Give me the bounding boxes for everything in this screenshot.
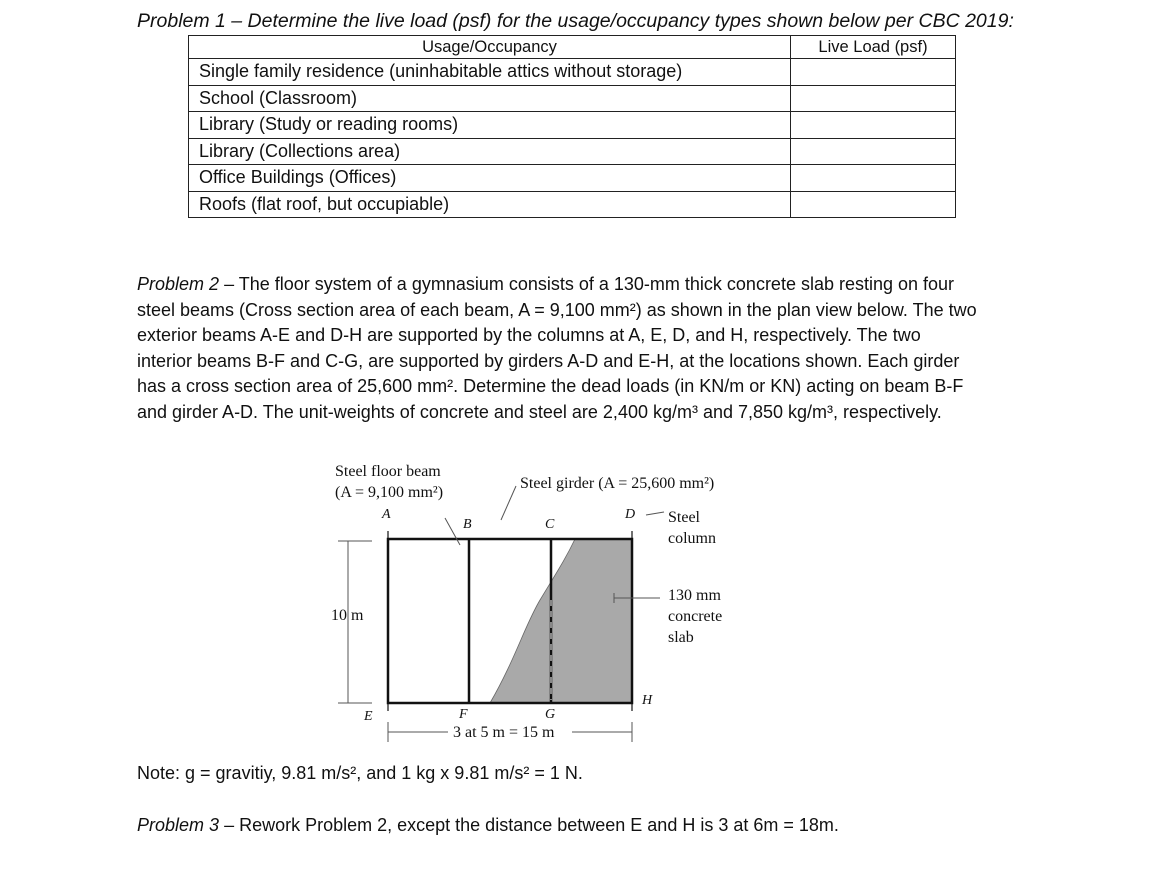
live-load-cell[interactable] — [791, 85, 956, 112]
live-load-cell[interactable] — [791, 165, 956, 192]
usage-cell: Roofs (flat roof, but occupiable) — [189, 191, 791, 218]
floor-beam-label-2: (A = 9,100 mm²) — [335, 484, 444, 501]
live-load-cell[interactable] — [791, 112, 956, 139]
point-e-label: E — [364, 709, 373, 724]
point-g-label: G — [545, 707, 556, 722]
usage-cell: Library (Collections area) — [189, 138, 791, 165]
point-h-label: H — [642, 693, 653, 708]
table-row — [189, 191, 956, 218]
problem2-line: Problem 2 – The floor system of a gymnasium consists of a 130-mm thick concrete slab resting on four — [137, 274, 955, 294]
point-a-label: A — [382, 507, 391, 522]
table-row — [189, 59, 956, 86]
usage-cell: Single family residence (uninhabitable attics without storage) — [189, 59, 791, 86]
usage-cell: School (Classroom) — [189, 85, 791, 112]
problem2-line: and girder A-D. The unit-weights of concrete and steel are 2,400 kg/m³ and 7,850 kg/m³, respectively. — [137, 401, 942, 422]
usage-cell: Office Buildings (Offices) — [189, 165, 791, 192]
problem3-paragraph — [137, 815, 839, 836]
floor-frame — [388, 539, 632, 703]
column-leader — [646, 512, 664, 515]
slab-label-1: 130 mm — [668, 587, 721, 604]
girder-leader — [501, 486, 516, 520]
floor-beam-leader — [445, 518, 460, 545]
live-load-table — [188, 35, 956, 218]
column-label-2: column — [668, 530, 716, 547]
problem2-paragraph — [137, 272, 1037, 425]
point-d-label: D — [625, 507, 636, 522]
table-header-row — [189, 36, 956, 59]
table-row — [189, 85, 956, 112]
table-row — [189, 165, 956, 192]
problem3-text: – Rework Problem 2, except the distance between E and H is 3 at 6m = 18m. — [224, 815, 839, 835]
header-usage: Usage/Occupancy — [189, 36, 791, 59]
live-load-cell[interactable] — [791, 59, 956, 86]
slab-label-3: slab — [668, 629, 694, 646]
problem2-line: steel beams (Cross section area of each beam, A = 9,100 mm²) as shown in the plan view below. The two — [137, 299, 977, 320]
live-load-cell[interactable] — [791, 191, 956, 218]
live-load-cell[interactable] — [791, 138, 956, 165]
header-live-load: Live Load (psf) — [791, 36, 956, 59]
problem1-title: Problem 1 – Determine the live load (psf) for the usage/occupancy types shown below per CBC 2019: — [137, 10, 1014, 32]
problem2-label: Problem 2 — [137, 274, 220, 294]
point-b-label: B — [463, 517, 472, 532]
column-label-1: Steel — [668, 509, 700, 526]
girder-label: Steel girder (A = 25,600 mm²) — [520, 475, 715, 492]
gravity-note: Note: g = gravitiy, 9.81 m/s², and 1 kg x 9.81 m/s² = 1 N. — [137, 763, 583, 783]
table-row — [189, 138, 956, 165]
problem2-line: exterior beams A-E and D-H are supported by the columns at A, E, D, and H, respectively. The two — [137, 325, 921, 345]
slab-label-2: concrete — [668, 608, 723, 625]
usage-cell: Library (Study or reading rooms) — [189, 112, 791, 139]
problem2-line: has a cross section area of 25,600 mm². Determine the dead loads (in KN/m or KN) acting on beam B-F — [137, 376, 964, 396]
problem2-line: interior beams B-F and C-G, are supported by girders A-D and E-H, at the locations shown. Each girder — [137, 350, 960, 371]
floor-beam-label-1: Steel floor beam — [335, 463, 441, 480]
concrete-slab-shading — [490, 539, 632, 703]
span-label: 3 at 5 m = 15 m — [453, 724, 555, 741]
table-row — [189, 112, 956, 139]
problem3-label: Problem 3 — [137, 815, 220, 835]
height-label: 10 m — [331, 607, 364, 624]
point-f-label: F — [459, 707, 468, 722]
point-c-label: C — [545, 517, 555, 532]
